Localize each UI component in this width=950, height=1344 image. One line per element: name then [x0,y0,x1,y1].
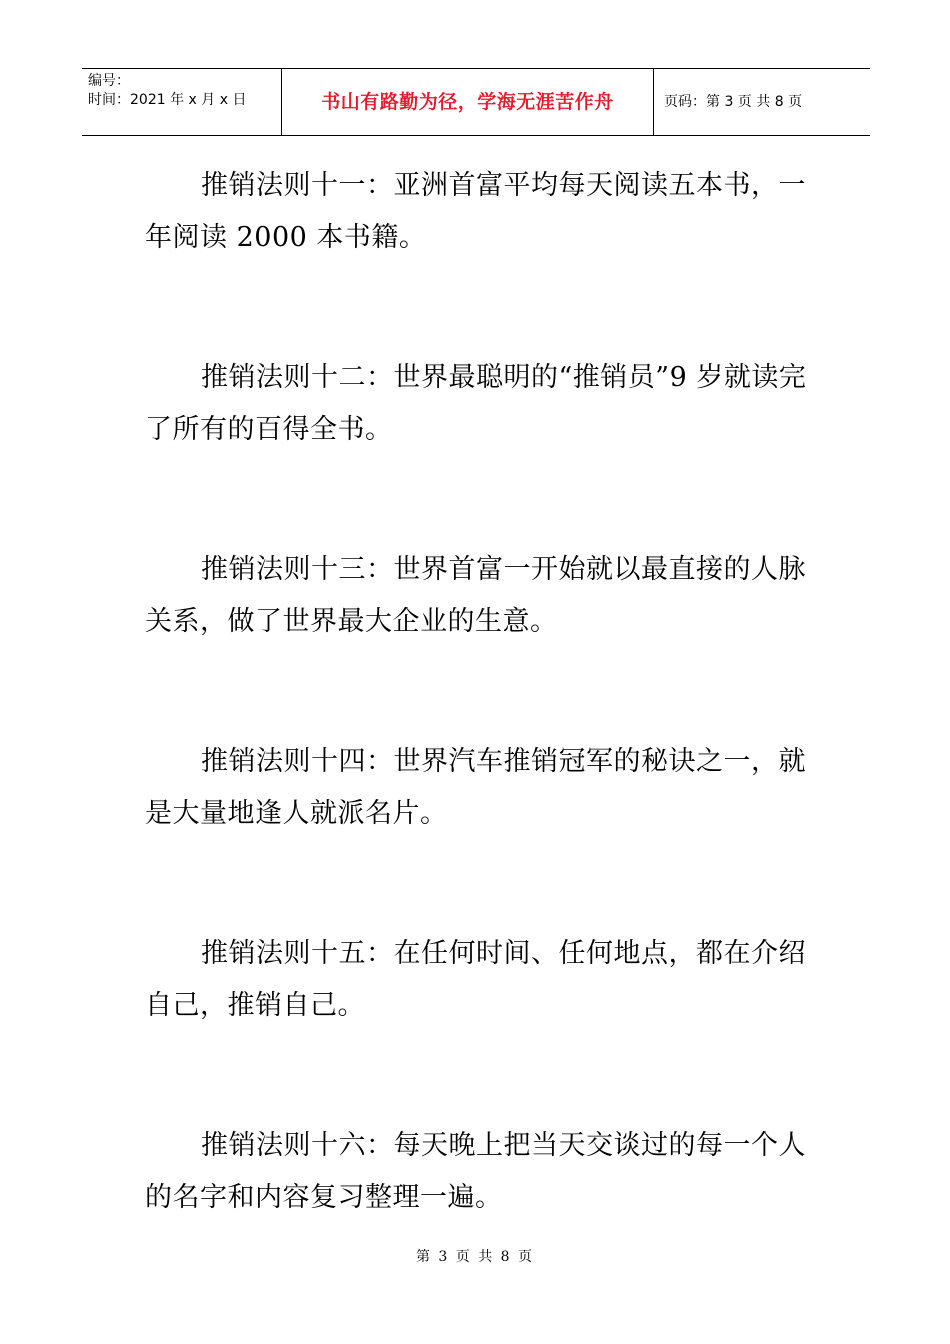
page-footer: 第 3 页 共 8 页 [415,1249,535,1265]
page-info: 页码：第 3 页 共 8 页 [664,93,803,110]
document-body [145,160,815,1312]
serial-number-label: 编号： [88,73,130,89]
date-label: 时间：2021 年 x 月 x 日 [88,92,247,108]
paragraph-rule-14: 推销法则十四：世界汽车推销冠军的秘诀之一，就是大量地逢人就派名片。 [145,746,806,829]
paragraph-rule-13: 推销法则十三：世界首富一开始就以最直接的人脉关系，做了世界最大企业的生意。 [145,554,806,637]
motto-text: 书山有路勤为径，学海无涯苦作舟 [321,90,614,113]
paragraph-rule-15: 推销法则十五：在任何时间、任何地点，都在介绍自己，推销自己。 [145,938,806,1021]
header-page-cell [654,69,870,135]
paragraph-rule-16: 推销法则十六：每天晚上把当天交谈过的每一个人的名字和内容复习整理一遍。 [145,1130,806,1213]
paragraph-rule-11: 推销法则十一：亚洲首富平均每天阅读五本书，一年阅读 2000 本书籍。 [145,170,806,253]
header-meta-cell [82,69,282,135]
header-motto-cell [282,69,654,135]
paragraph-rule-12: 推销法则十二：世界最聪明的“推销员”9 岁就读完了所有的百得全书。 [145,362,807,445]
document-header [82,68,870,136]
